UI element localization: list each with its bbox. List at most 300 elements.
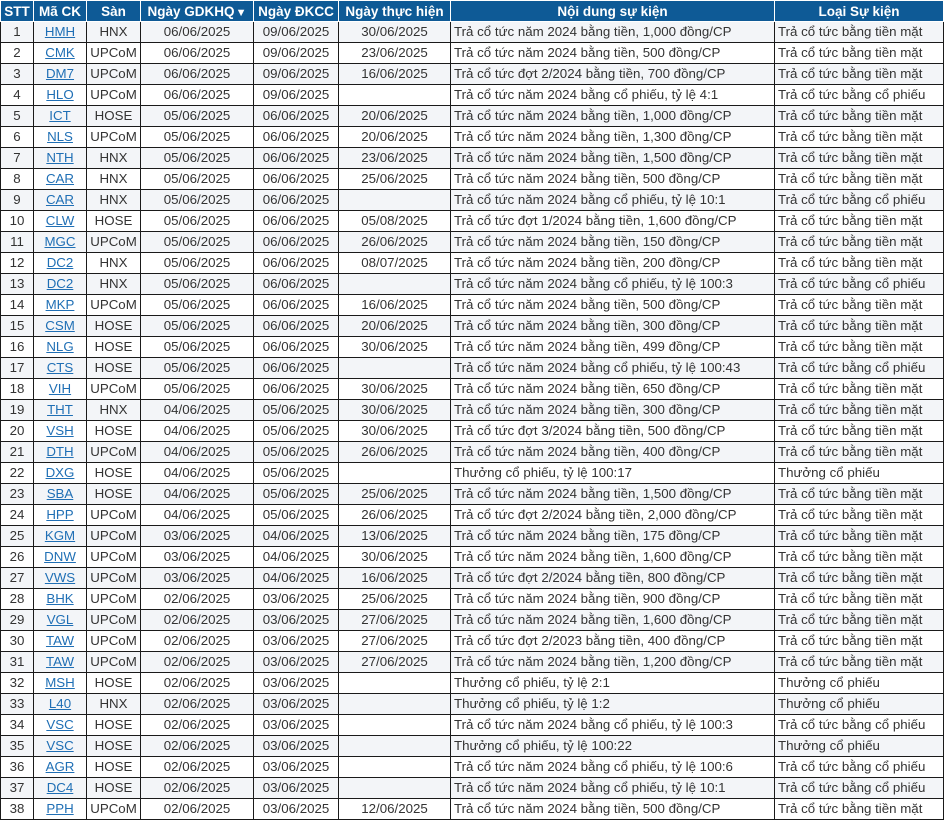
cell-exdate: 02/06/2025	[141, 778, 254, 799]
cell-record-date: 06/06/2025	[254, 274, 339, 295]
cell-exchange: UPCoM	[87, 589, 141, 610]
header-content[interactable]: Nội dung sự kiện	[451, 1, 775, 22]
cell-stt: 21	[1, 442, 34, 463]
cell-content: Trả cổ tức đợt 2/2024 bằng tiền, 2,000 đồng/CP	[451, 505, 775, 526]
cell-exdate: 04/06/2025	[141, 505, 254, 526]
cell-exchange: HNX	[87, 694, 141, 715]
stock-code-link[interactable]: VSC	[46, 738, 74, 753]
stock-code-link[interactable]: PPH	[46, 801, 74, 816]
stock-code-link[interactable]: VSH	[46, 423, 74, 438]
cell-stt: 31	[1, 652, 34, 673]
cell-stt: 5	[1, 106, 34, 127]
cell-type: Trả cổ tức bằng tiền mặt	[775, 253, 944, 274]
table-row	[1, 148, 944, 169]
header-exdate-label: Ngày GDKHQ	[147, 3, 235, 19]
cell-type: Trả cổ tức bằng tiền mặt	[775, 442, 944, 463]
cell-code	[34, 85, 87, 106]
cell-exdate: 05/06/2025	[141, 337, 254, 358]
cell-record-date: 03/06/2025	[254, 799, 339, 820]
cell-stt: 33	[1, 694, 34, 715]
cell-content: Trả cổ tức năm 2024 bằng tiền, 1,600 đồng/CP	[451, 547, 775, 568]
cell-exdate: 06/06/2025	[141, 85, 254, 106]
cell-exdate: 05/06/2025	[141, 190, 254, 211]
cell-type: Trả cổ tức bằng tiền mặt	[775, 652, 944, 673]
cell-exchange: HNX	[87, 148, 141, 169]
cell-content: Trả cổ tức năm 2024 bằng cổ phiếu, tỷ lệ 4:1	[451, 85, 775, 106]
cell-stt: 24	[1, 505, 34, 526]
table-row	[1, 295, 944, 316]
cell-code	[34, 379, 87, 400]
stock-code-link[interactable]: NLG	[46, 339, 74, 354]
cell-exchange: UPCoM	[87, 295, 141, 316]
cell-pay-date	[339, 358, 451, 379]
cell-type: Trả cổ tức bằng cổ phiếu	[775, 778, 944, 799]
cell-record-date: 03/06/2025	[254, 736, 339, 757]
cell-type: Trả cổ tức bằng tiền mặt	[775, 64, 944, 85]
cell-type: Trả cổ tức bằng tiền mặt	[775, 22, 944, 43]
cell-exchange: UPCoM	[87, 43, 141, 64]
cell-stt: 8	[1, 169, 34, 190]
cell-exchange: UPCoM	[87, 64, 141, 85]
cell-type: Trả cổ tức bằng tiền mặt	[775, 211, 944, 232]
cell-stt: 36	[1, 757, 34, 778]
table-row	[1, 421, 944, 442]
cell-content: Trả cổ tức đợt 2/2023 bằng tiền, 400 đồng/CP	[451, 631, 775, 652]
cell-content: Trả cổ tức năm 2024 bằng tiền, 500 đồng/CP	[451, 799, 775, 820]
stock-code-link[interactable]: MSH	[45, 675, 75, 690]
table-row	[1, 694, 944, 715]
cell-pay-date	[339, 274, 451, 295]
stock-code-link[interactable]: SBA	[46, 486, 74, 501]
cell-exchange: UPCoM	[87, 610, 141, 631]
cell-code	[34, 526, 87, 547]
cell-stt: 16	[1, 337, 34, 358]
cell-exchange: UPCoM	[87, 568, 141, 589]
cell-content: Trả cổ tức năm 2024 bằng tiền, 300 đồng/CP	[451, 316, 775, 337]
cell-code	[34, 547, 87, 568]
cell-pay-date: 30/06/2025	[339, 400, 451, 421]
table-row	[1, 652, 944, 673]
cell-type: Trả cổ tức bằng tiền mặt	[775, 127, 944, 148]
cell-code	[34, 799, 87, 820]
cell-type: Trả cổ tức bằng tiền mặt	[775, 337, 944, 358]
cell-pay-date: 23/06/2025	[339, 43, 451, 64]
cell-record-date: 06/06/2025	[254, 169, 339, 190]
cell-code	[34, 169, 87, 190]
cell-stt: 10	[1, 211, 34, 232]
cell-exdate: 05/06/2025	[141, 358, 254, 379]
stock-code-link[interactable]: AGR	[45, 759, 75, 774]
cell-type: Trả cổ tức bằng tiền mặt	[775, 169, 944, 190]
cell-type: Thưởng cổ phiếu	[775, 463, 944, 484]
cell-record-date: 03/06/2025	[254, 589, 339, 610]
cell-stt: 15	[1, 316, 34, 337]
cell-exdate: 04/06/2025	[141, 442, 254, 463]
cell-record-date: 03/06/2025	[254, 652, 339, 673]
cell-type: Trả cổ tức bằng tiền mặt	[775, 505, 944, 526]
cell-type: Thưởng cổ phiếu	[775, 694, 944, 715]
cell-record-date: 04/06/2025	[254, 547, 339, 568]
cell-record-date: 03/06/2025	[254, 673, 339, 694]
header-type[interactable]: Loại Sự kiện	[775, 1, 944, 22]
cell-type: Trả cổ tức bằng tiền mặt	[775, 43, 944, 64]
cell-exchange: HOSE	[87, 421, 141, 442]
stock-code-link[interactable]: HLO	[46, 87, 74, 102]
cell-exdate: 04/06/2025	[141, 463, 254, 484]
stock-code-link[interactable]: DC2	[46, 276, 74, 291]
cell-exchange: UPCoM	[87, 442, 141, 463]
cell-stt: 29	[1, 610, 34, 631]
stock-code-link[interactable]: CMK	[45, 45, 75, 60]
cell-type: Trả cổ tức bằng tiền mặt	[775, 589, 944, 610]
stock-code-link[interactable]: MGC	[44, 234, 76, 249]
cell-pay-date	[339, 757, 451, 778]
table-row	[1, 442, 944, 463]
stock-code-link[interactable]: BHK	[46, 591, 74, 606]
cell-code	[34, 106, 87, 127]
cell-record-date: 09/06/2025	[254, 64, 339, 85]
table-row	[1, 526, 944, 547]
cell-exchange: HOSE	[87, 211, 141, 232]
stock-code-link[interactable]: HPP	[46, 507, 74, 522]
sort-descending-icon: ▼	[235, 6, 247, 19]
cell-type: Trả cổ tức bằng tiền mặt	[775, 400, 944, 421]
cell-record-date: 03/06/2025	[254, 631, 339, 652]
stock-code-link[interactable]: DC2	[46, 255, 74, 270]
table-row	[1, 274, 944, 295]
cell-exchange: HNX	[87, 169, 141, 190]
cell-content: Trả cổ tức năm 2024 bằng tiền, 1,000 đồng/CP	[451, 22, 775, 43]
cell-stt: 2	[1, 43, 34, 64]
cell-stt: 38	[1, 799, 34, 820]
cell-content: Thưởng cổ phiếu, tỷ lệ 1:2	[451, 694, 775, 715]
cell-type: Trả cổ tức bằng tiền mặt	[775, 484, 944, 505]
cell-stt: 28	[1, 589, 34, 610]
cell-pay-date: 25/06/2025	[339, 169, 451, 190]
cell-content: Thưởng cổ phiếu, tỷ lệ 100:22	[451, 736, 775, 757]
stock-code-link[interactable]: KGM	[44, 528, 76, 543]
stock-code-link[interactable]: CSM	[45, 318, 75, 333]
cell-content: Trả cổ tức năm 2024 bằng tiền, 1,200 đồng/CP	[451, 652, 775, 673]
cell-exchange: UPCoM	[87, 127, 141, 148]
stock-code-link[interactable]: DTH	[46, 444, 74, 459]
cell-exchange: UPCoM	[87, 547, 141, 568]
cell-code	[34, 505, 87, 526]
cell-exchange: HOSE	[87, 316, 141, 337]
cell-stt: 7	[1, 148, 34, 169]
cell-record-date: 03/06/2025	[254, 610, 339, 631]
cell-stt: 34	[1, 715, 34, 736]
cell-exchange: UPCoM	[87, 232, 141, 253]
header-exdate[interactable]	[141, 1, 254, 22]
cell-exchange: UPCoM	[87, 85, 141, 106]
cell-exdate: 05/06/2025	[141, 316, 254, 337]
cell-record-date: 04/06/2025	[254, 568, 339, 589]
cell-content: Trả cổ tức đợt 3/2024 bằng tiền, 500 đồng/CP	[451, 421, 775, 442]
cell-exdate: 02/06/2025	[141, 673, 254, 694]
cell-pay-date: 20/06/2025	[339, 106, 451, 127]
cell-exdate: 03/06/2025	[141, 568, 254, 589]
cell-record-date: 06/06/2025	[254, 295, 339, 316]
table-row	[1, 232, 944, 253]
cell-record-date: 03/06/2025	[254, 694, 339, 715]
cell-type: Trả cổ tức bằng tiền mặt	[775, 295, 944, 316]
stock-code-link[interactable]: CLW	[45, 213, 75, 228]
cell-exdate: 05/06/2025	[141, 106, 254, 127]
cell-record-date: 05/06/2025	[254, 484, 339, 505]
cell-exdate: 02/06/2025	[141, 610, 254, 631]
cell-record-date: 06/06/2025	[254, 337, 339, 358]
cell-exchange: HOSE	[87, 757, 141, 778]
cell-pay-date: 27/06/2025	[339, 610, 451, 631]
table-row	[1, 253, 944, 274]
stock-code-link[interactable]: TAW	[45, 633, 75, 648]
stock-code-link[interactable]: DXG	[45, 465, 75, 480]
table-row	[1, 589, 944, 610]
stock-code-link[interactable]: NLS	[47, 129, 73, 144]
stock-code-link[interactable]: ICT	[49, 108, 71, 123]
cell-pay-date: 05/08/2025	[339, 211, 451, 232]
header-exchange[interactable]: Sàn	[87, 1, 141, 22]
cell-record-date: 05/06/2025	[254, 463, 339, 484]
cell-pay-date: 27/06/2025	[339, 631, 451, 652]
stock-code-link[interactable]: NTH	[46, 150, 74, 165]
cell-exchange: HOSE	[87, 337, 141, 358]
cell-exchange: UPCoM	[87, 526, 141, 547]
cell-code	[34, 190, 87, 211]
table-row	[1, 379, 944, 400]
cell-content: Trả cổ tức năm 2024 bằng tiền, 900 đồng/CP	[451, 589, 775, 610]
cell-record-date: 06/06/2025	[254, 190, 339, 211]
cell-type: Trả cổ tức bằng cổ phiếu	[775, 358, 944, 379]
cell-record-date: 04/06/2025	[254, 526, 339, 547]
table-row	[1, 43, 944, 64]
cell-content: Trả cổ tức năm 2024 bằng tiền, 500 đồng/CP	[451, 43, 775, 64]
cell-code	[34, 694, 87, 715]
cell-type: Trả cổ tức bằng cổ phiếu	[775, 85, 944, 106]
stock-code-link[interactable]: VGL	[46, 612, 74, 627]
cell-pay-date: 27/06/2025	[339, 652, 451, 673]
cell-record-date: 06/06/2025	[254, 379, 339, 400]
cell-record-date: 06/06/2025	[254, 211, 339, 232]
cell-pay-date: 25/06/2025	[339, 484, 451, 505]
table-row	[1, 715, 944, 736]
table-row	[1, 337, 944, 358]
cell-record-date: 06/06/2025	[254, 127, 339, 148]
cell-exchange: HOSE	[87, 484, 141, 505]
cell-exdate: 02/06/2025	[141, 652, 254, 673]
cell-content: Trả cổ tức đợt 2/2024 bằng tiền, 700 đồng/CP	[451, 64, 775, 85]
header-pay-date[interactable]: Ngày thực hiện	[339, 1, 451, 22]
cell-stt: 25	[1, 526, 34, 547]
cell-type: Trả cổ tức bằng tiền mặt	[775, 610, 944, 631]
table-row	[1, 190, 944, 211]
table-row	[1, 547, 944, 568]
stock-code-link[interactable]: CAR	[45, 192, 75, 207]
stock-code-link[interactable]: DC4	[46, 780, 74, 795]
cell-exdate: 02/06/2025	[141, 757, 254, 778]
cell-type: Trả cổ tức bằng tiền mặt	[775, 379, 944, 400]
cell-record-date: 06/06/2025	[254, 253, 339, 274]
cell-pay-date: 16/06/2025	[339, 568, 451, 589]
stock-code-link[interactable]: HMH	[44, 24, 76, 39]
cell-exchange: UPCoM	[87, 505, 141, 526]
cell-code	[34, 295, 87, 316]
stock-code-link[interactable]: THT	[47, 402, 73, 417]
cell-code	[34, 631, 87, 652]
cell-type: Trả cổ tức bằng cổ phiếu	[775, 190, 944, 211]
cell-content: Trả cổ tức năm 2024 bằng cổ phiếu, tỷ lệ 100:43	[451, 358, 775, 379]
cell-type: Trả cổ tức bằng tiền mặt	[775, 631, 944, 652]
cell-pay-date	[339, 673, 451, 694]
cell-stt: 37	[1, 778, 34, 799]
cell-type: Trả cổ tức bằng cổ phiếu	[775, 715, 944, 736]
cell-record-date: 05/06/2025	[254, 400, 339, 421]
cell-exchange: UPCoM	[87, 379, 141, 400]
cell-stt: 6	[1, 127, 34, 148]
cell-stt: 20	[1, 421, 34, 442]
cell-stt: 32	[1, 673, 34, 694]
stock-code-link[interactable]: MKP	[45, 297, 75, 312]
cell-exdate: 03/06/2025	[141, 547, 254, 568]
cell-content: Trả cổ tức năm 2024 bằng tiền, 1,500 đồng/CP	[451, 484, 775, 505]
cell-code	[34, 337, 87, 358]
cell-content: Trả cổ tức năm 2024 bằng tiền, 650 đồng/CP	[451, 379, 775, 400]
cell-code	[34, 358, 87, 379]
cell-code	[34, 757, 87, 778]
cell-code	[34, 736, 87, 757]
stock-code-link[interactable]: CAR	[45, 171, 75, 186]
cell-record-date: 09/06/2025	[254, 85, 339, 106]
cell-record-date: 09/06/2025	[254, 22, 339, 43]
cell-type: Trả cổ tức bằng tiền mặt	[775, 547, 944, 568]
cell-code	[34, 463, 87, 484]
cell-pay-date: 16/06/2025	[339, 295, 451, 316]
cell-exchange: HOSE	[87, 106, 141, 127]
cell-code	[34, 400, 87, 421]
table-row	[1, 106, 944, 127]
cell-content: Trả cổ tức năm 2024 bằng tiền, 175 đồng/CP	[451, 526, 775, 547]
header-record-date[interactable]: Ngày ĐKCC	[254, 1, 339, 22]
cell-code	[34, 148, 87, 169]
cell-exdate: 02/06/2025	[141, 736, 254, 757]
cell-content: Thưởng cổ phiếu, tỷ lệ 2:1	[451, 673, 775, 694]
cell-code	[34, 43, 87, 64]
table-row	[1, 631, 944, 652]
cell-pay-date: 16/06/2025	[339, 64, 451, 85]
cell-type: Thưởng cổ phiếu	[775, 673, 944, 694]
cell-type: Trả cổ tức bằng tiền mặt	[775, 526, 944, 547]
cell-exdate: 05/06/2025	[141, 148, 254, 169]
cell-pay-date: 13/06/2025	[339, 526, 451, 547]
cell-record-date: 06/06/2025	[254, 232, 339, 253]
cell-exdate: 05/06/2025	[141, 211, 254, 232]
cell-code	[34, 127, 87, 148]
cell-stt: 35	[1, 736, 34, 757]
table-body	[1, 22, 944, 820]
cell-exdate: 02/06/2025	[141, 631, 254, 652]
table-row	[1, 463, 944, 484]
cell-stt: 18	[1, 379, 34, 400]
cell-code	[34, 274, 87, 295]
cell-exchange: HNX	[87, 190, 141, 211]
stock-code-link[interactable]: VSC	[46, 717, 74, 732]
cell-content: Trả cổ tức năm 2024 bằng tiền, 499 đồng/CP	[451, 337, 775, 358]
stock-code-link[interactable]: L40	[48, 696, 72, 711]
cell-exchange: UPCoM	[87, 799, 141, 820]
header-stt: STT	[1, 1, 34, 22]
cell-pay-date	[339, 190, 451, 211]
stock-code-link[interactable]: CTS	[46, 360, 74, 375]
table-row	[1, 127, 944, 148]
cell-content: Trả cổ tức năm 2024 bằng cổ phiếu, tỷ lệ 100:6	[451, 757, 775, 778]
cell-exchange: UPCoM	[87, 631, 141, 652]
cell-exdate: 02/06/2025	[141, 799, 254, 820]
stock-code-link[interactable]: VIH	[48, 381, 72, 396]
cell-type: Thưởng cổ phiếu	[775, 736, 944, 757]
cell-type: Trả cổ tức bằng tiền mặt	[775, 232, 944, 253]
cell-type: Trả cổ tức bằng tiền mặt	[775, 106, 944, 127]
stock-code-link[interactable]: DNW	[44, 549, 76, 564]
cell-content: Trả cổ tức năm 2024 bằng tiền, 200 đồng/CP	[451, 253, 775, 274]
cell-content: Trả cổ tức năm 2024 bằng cổ phiếu, tỷ lệ 100:3	[451, 715, 775, 736]
cell-record-date: 03/06/2025	[254, 778, 339, 799]
cell-code	[34, 673, 87, 694]
table-row	[1, 799, 944, 820]
cell-record-date: 09/06/2025	[254, 43, 339, 64]
table-row	[1, 610, 944, 631]
stock-code-link[interactable]: DM7	[45, 66, 75, 81]
table-row	[1, 169, 944, 190]
cell-exdate: 05/06/2025	[141, 127, 254, 148]
header-code[interactable]: Mã CK	[34, 1, 87, 22]
cell-code	[34, 652, 87, 673]
cell-code	[34, 778, 87, 799]
cell-code	[34, 715, 87, 736]
cell-type: Trả cổ tức bằng cổ phiếu	[775, 757, 944, 778]
cell-stt: 23	[1, 484, 34, 505]
table-row	[1, 85, 944, 106]
cell-stt: 12	[1, 253, 34, 274]
table-row	[1, 757, 944, 778]
stock-code-link[interactable]: TAW	[45, 654, 75, 669]
cell-exdate: 05/06/2025	[141, 253, 254, 274]
cell-stt: 4	[1, 85, 34, 106]
cell-exchange: HNX	[87, 253, 141, 274]
cell-exdate: 05/06/2025	[141, 169, 254, 190]
cell-pay-date: 30/06/2025	[339, 421, 451, 442]
table-row	[1, 673, 944, 694]
cell-code	[34, 232, 87, 253]
stock-code-link[interactable]: VWS	[44, 570, 76, 585]
cell-content: Trả cổ tức năm 2024 bằng tiền, 1,600 đồng/CP	[451, 610, 775, 631]
cell-type: Trả cổ tức bằng tiền mặt	[775, 421, 944, 442]
header-row	[1, 1, 944, 22]
cell-content: Trả cổ tức đợt 2/2024 bằng tiền, 800 đồng/CP	[451, 568, 775, 589]
cell-pay-date: 25/06/2025	[339, 589, 451, 610]
cell-content: Trả cổ tức năm 2024 bằng tiền, 400 đồng/CP	[451, 442, 775, 463]
cell-stt: 1	[1, 22, 34, 43]
table-row	[1, 22, 944, 43]
cell-pay-date: 30/06/2025	[339, 22, 451, 43]
cell-content: Trả cổ tức năm 2024 bằng tiền, 500 đồng/CP	[451, 295, 775, 316]
cell-code	[34, 442, 87, 463]
cell-exdate: 05/06/2025	[141, 274, 254, 295]
cell-pay-date: 30/06/2025	[339, 379, 451, 400]
cell-exdate: 04/06/2025	[141, 421, 254, 442]
cell-type: Trả cổ tức bằng tiền mặt	[775, 799, 944, 820]
cell-exdate: 04/06/2025	[141, 400, 254, 421]
